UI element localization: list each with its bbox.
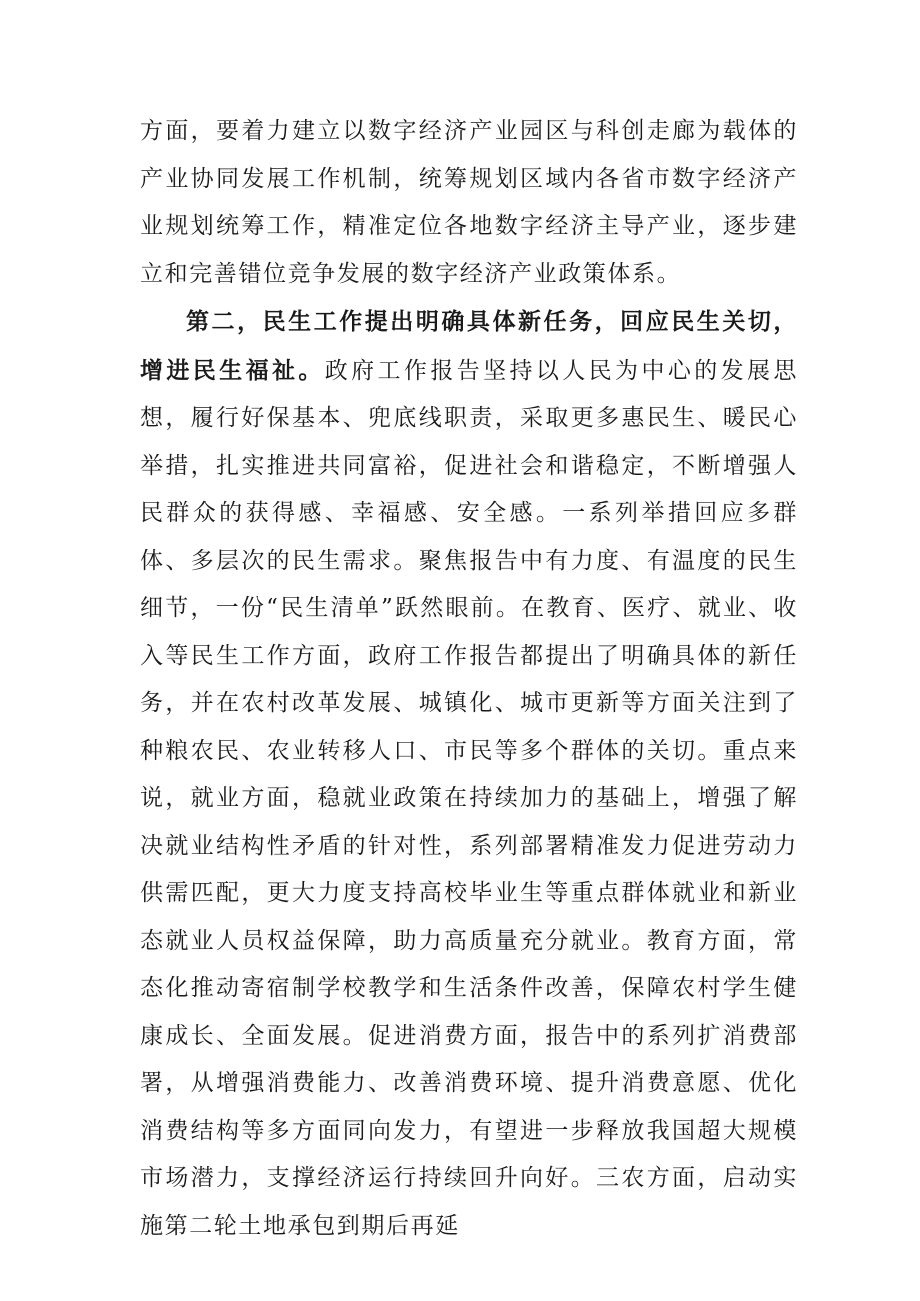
paragraph-lead-sentence: 第二，民生工作提出明确具体新任务，回应民生关切，增进民生福祉。 [140,308,798,384]
document-body [140,108,798,1250]
paragraph-continuation [140,108,798,298]
paragraph-text: 方面，要着力建立以数字经济产业园区与科创走廊为载体的产业协同发展工作机制，统筹规划区域内各省市数字经济产业规划统筹工作，精准定位各地数字经济主导产业，逐步建立和完善错位竞争发展的数字经济产业政策体系。 [140,118,798,287]
paragraph-text: 政府工作报告坚持以人民为中心的发展思想，履行好保基本、兜底线职责，采取更多惠民生、暖民心举措，扎实推进共同富裕，促进社会和谐稳定，不断增强人民群众的获得感、幸福感、安全感。一系列举措回应多群体、多层次的民生需求。聚焦报告中有力度、有温度的民生细节，一份“民生清单”跃然眼前。在教育、医疗、就业、收入等民生工作方面，政府工作报告都提出了明确具体的新任务，并在农村改革发展、城镇化、城市更新等方面关注到了种粮农民、农业转移人口、市民等多个群体的关切。重点来说，就业方面，稳就业政策在持续加力的基础上，增强了解决就业结构性矛盾的针对性，系列部署精准发力促进劳动力供需匹配，更大力度支持高校毕业生等重点群体就业和新业态就业人员权益保障，助力高质量充分就业。教育方面，常态化推动寄宿制学校教学和生活条件改善，保障农村学生健康成长、全面发展。促进消费方面，报告中的系列扩消费部署，从增强消费能力、改善消费环境、提升消费意愿、优化消费结构等多方面同向发力，有望进一步释放我国超大规模市场潜力，支撑经济运行持续回升向好。三农方面，启动实施第二轮土地承包到期后再延 [140,357,798,1239]
paragraph-second-point [140,298,798,1250]
